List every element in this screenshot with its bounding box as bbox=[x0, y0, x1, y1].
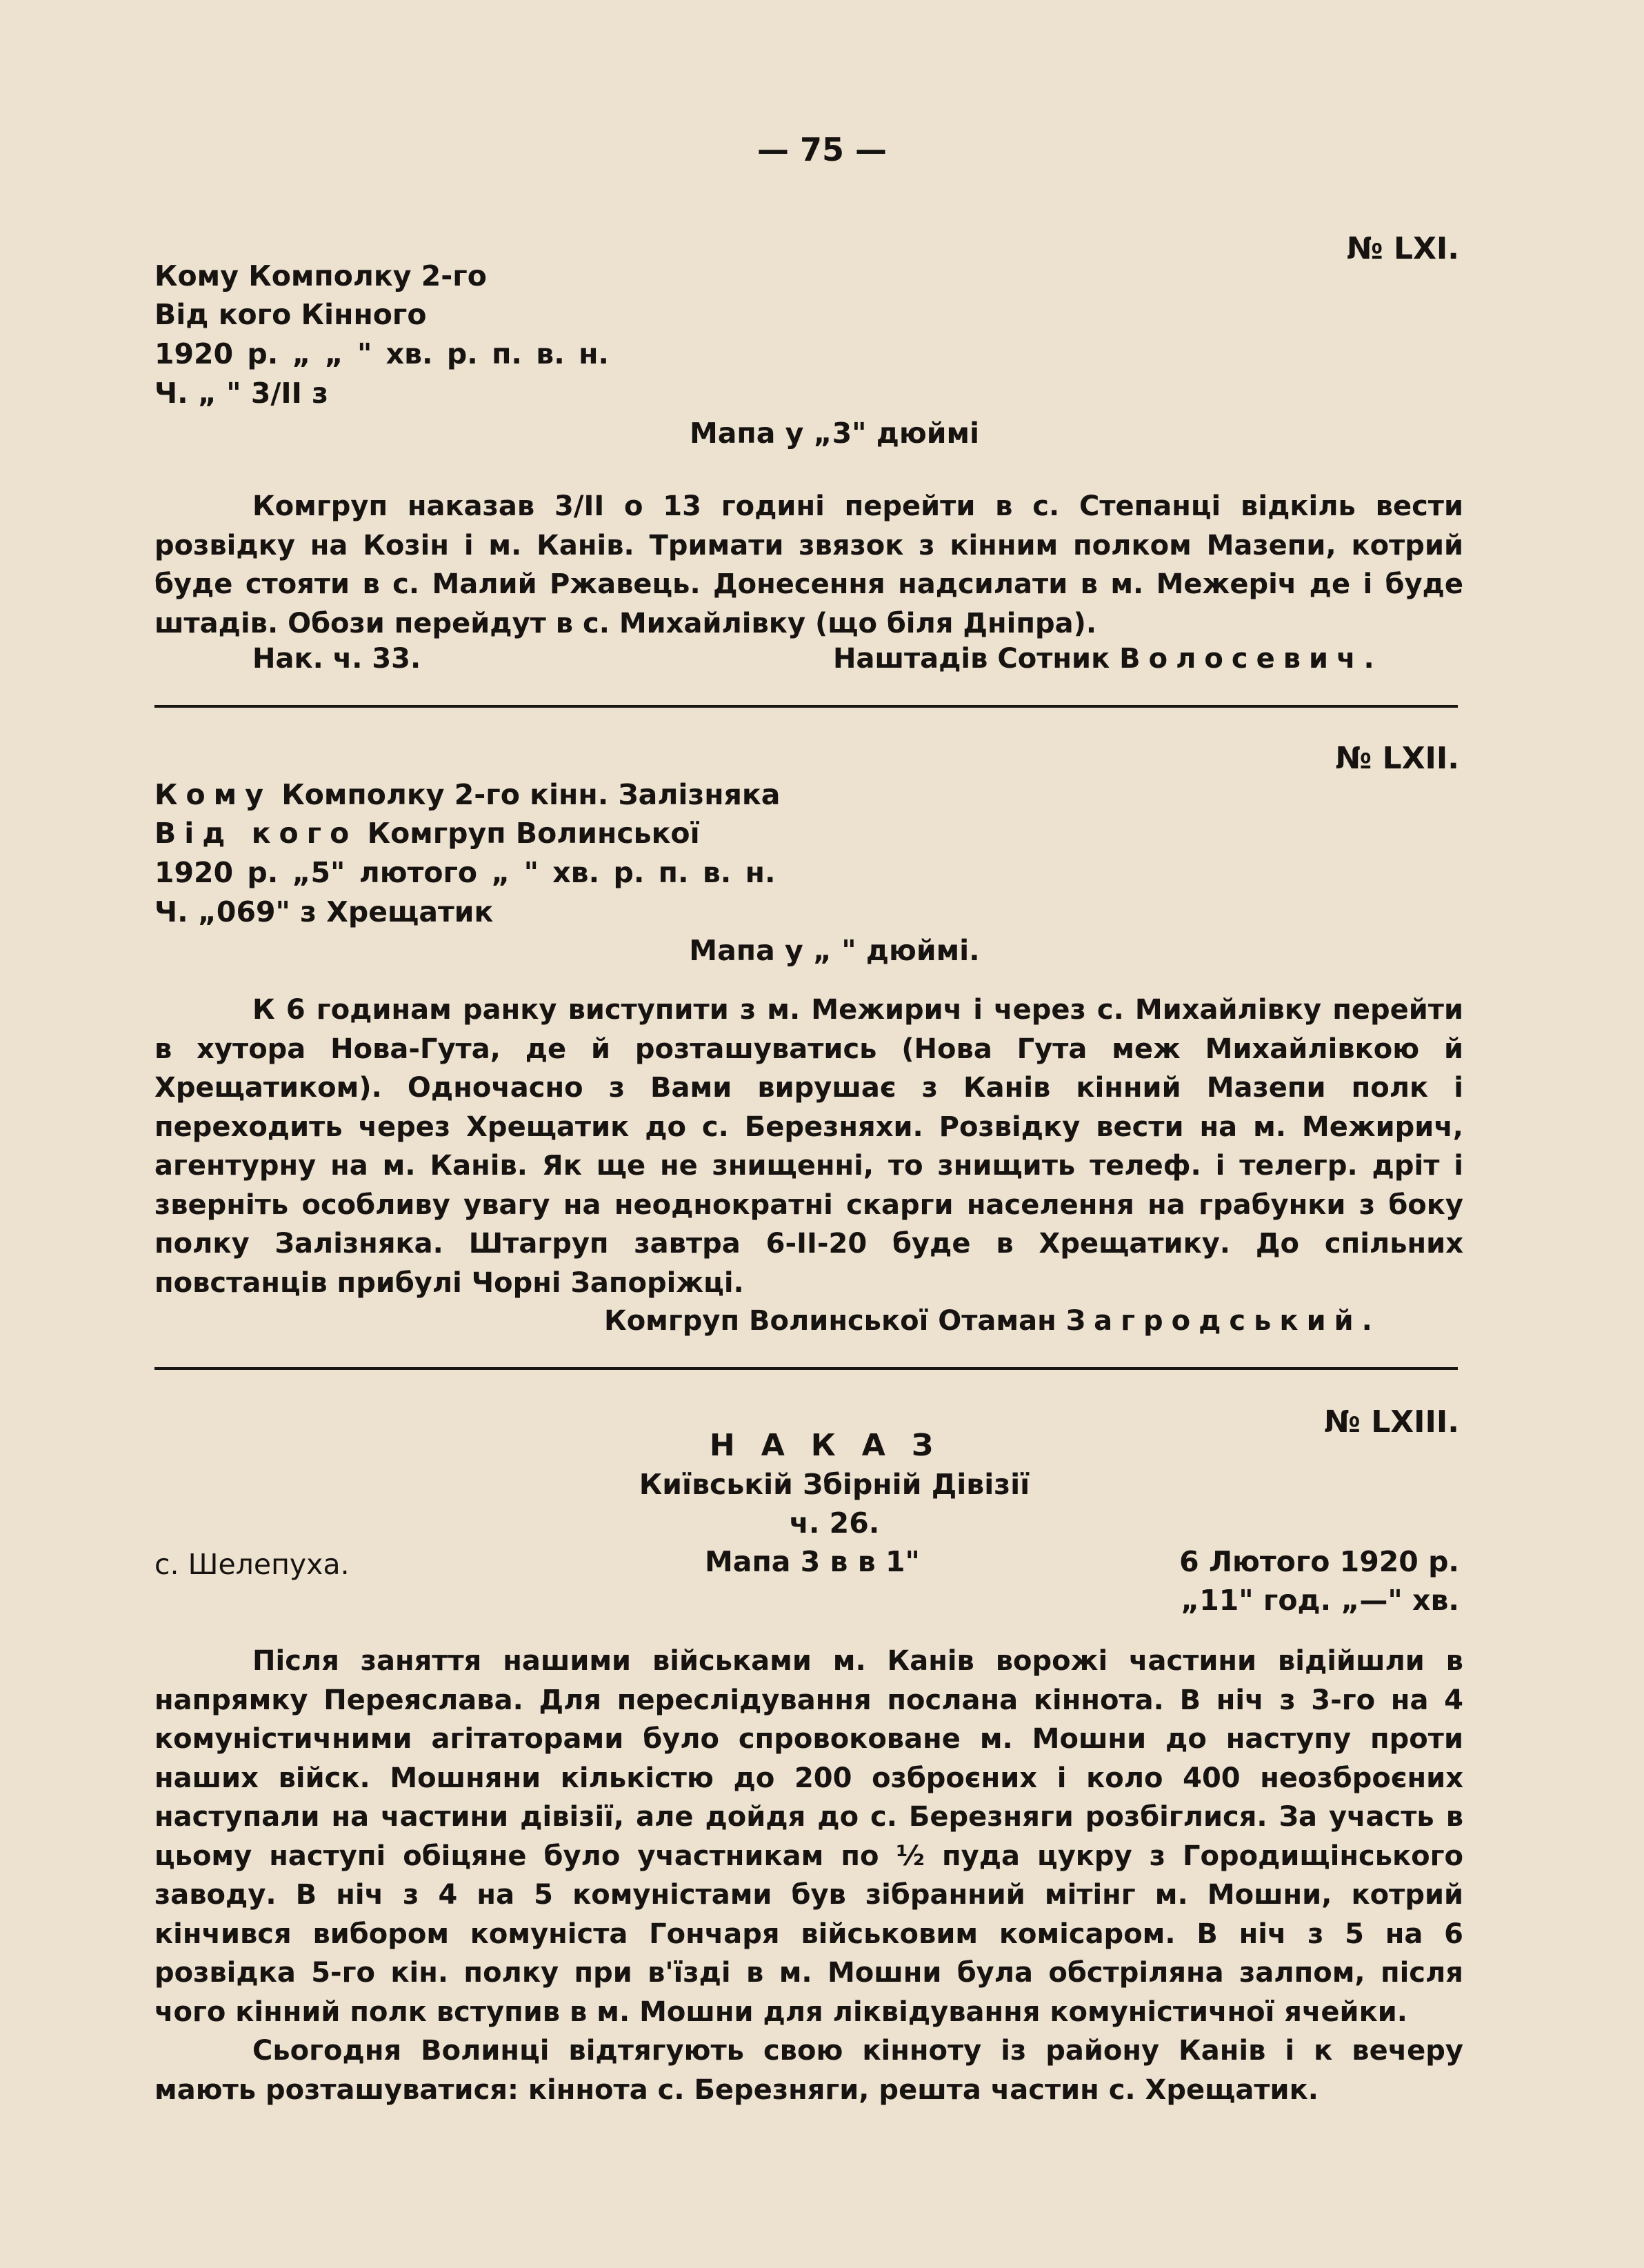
doc-61-body-text: Комгруп наказав 3/ІІ о 13 годині перейти в с. Степанці відкіль вести розвідку на Козін і м. Канів. Тримати звязок з кінним полком Мазепи, котрий буде стояти в с. Малий Ржавець. Донесення надсилати в м. Межеріч де і буде штадів. Обози перейдут в с. Михайлівку (що біля Дніпра). bbox=[154, 490, 1463, 639]
doc-61-signature bbox=[833, 643, 1383, 675]
doc-63-order-number: ч. 26. bbox=[789, 1506, 880, 1540]
doc-63-place: с. Шелепуха. bbox=[154, 1548, 350, 1581]
doc-61-to: Кому Комполку 2-го bbox=[154, 259, 487, 292]
doc-62-body bbox=[154, 991, 1463, 1302]
doc-62-from-label: Від кого bbox=[154, 817, 358, 850]
doc-62-date-line: 1920 р. „5" лютого „ " хв. р. п. в. н. bbox=[154, 856, 776, 889]
doc-63-time: „11" год. „—" хв. bbox=[1181, 1584, 1459, 1617]
doc-61-date-line: 1920 р. „ „ " хв. р. п. в. н. bbox=[154, 337, 609, 370]
doc-62-signature-label: Комгруп Волинської Отаман bbox=[604, 1305, 1056, 1337]
doc-62-map: Мапа у „ " дюймі. bbox=[689, 934, 980, 967]
doc-62-signature bbox=[604, 1305, 1381, 1337]
doc-62-signature-name: Загродський. bbox=[1065, 1305, 1381, 1337]
doc-62-to bbox=[154, 775, 780, 814]
doc-63-body-paragraph-2: Сьогодня Волинці відтягують свою кінноту із району Канів і к вечеру мають розташуватися: кіннота с. Березняги, решта частин с. Хрещатик. bbox=[154, 2035, 1463, 2106]
doc-63-number: № LXIII. bbox=[1323, 1404, 1459, 1440]
doc-61-number: № LXI. bbox=[1346, 231, 1459, 266]
doc-62-from bbox=[154, 814, 700, 853]
doc-62-number: № LXII. bbox=[1335, 741, 1459, 776]
divider-2 bbox=[154, 1367, 1458, 1370]
doc-61-from: Від кого Кінного bbox=[154, 298, 427, 331]
doc-63-date: 6 Лютого 1920 р. bbox=[1179, 1545, 1459, 1578]
doc-61-map: Мапа у „3" дюймі bbox=[689, 417, 980, 450]
divider-1 bbox=[154, 705, 1458, 708]
doc-62-to-value: Комполку 2-го кінн. Залізняка bbox=[281, 778, 781, 811]
doc-63-map: Мапа 3 в в 1" bbox=[705, 1545, 920, 1578]
doc-61-order-ref: Нак. ч. 33. bbox=[252, 643, 421, 675]
doc-61-body bbox=[154, 487, 1463, 643]
doc-62-hour-line: Ч. „069" з Хрещатик bbox=[154, 895, 494, 928]
doc-63-subtitle: Київській Збірній Дівізії bbox=[639, 1468, 1030, 1501]
doc-63-body-paragraph-1: Після заняття нашими військами м. Канів ворожі частини відійшли в напрямку Переяслава. Для переслідування послана кіннота. В ніч з 3-го на 4 комуністичними агітаторами було спровоковане м. Мошни до наступу проти наших війск. Мошняни кількістю до 200 озброєних і коло 400 неозброєних наступали на частини дівізії, але дойдя до с. Березняги розбіглися. За участь в цьому наступі обіцяне було участникам по ½ пуда цукру з Городищінського заводу. В ніч з 4 на 5 комуністами був зібранний мітінг м. Мошни, котрий кінчився вибором комуніста Гончаря військовим комісаром. В ніч з 5 на 6 розвідка 5-го кін. полку при в'їзді в м. Мошни була обстріляна залпом, після чого кінний полк вступив в м. Мошни для ліквідування комуністичної ячейки. bbox=[154, 1645, 1463, 2028]
doc-62-to-label: Кому bbox=[154, 778, 272, 811]
doc-63-body bbox=[154, 1642, 1463, 2109]
doc-62-body-text: К 6 годинам ранку виступити з м. Межирич і через с. Михайлівку перейти в хутора Нова-Гута, де й розташуватись (Нова Гута меж Михайлівкою й Хрещатиком). Одночасно з Вами вирушає з Канів кінний Мазепи полк і переходить через Хрещатик до с. Березняхи. Розвідку вести на м. Межирич, агентурну на м. Канів. Як ще не знищенні, то знищить телеф. і телегр. дріт і зверніть особливу увагу на неоднократні скарги населення на грабунки з боку полку Залізняка. Штагруп завтра 6-ІІ-20 буде в Хрещатику. До спільних повстанців прибулі Чорні Запоріжці. bbox=[154, 994, 1463, 1299]
doc-61-signature-name: Волосевич. bbox=[1119, 643, 1383, 675]
doc-61-signature-label: Наштадів Сотник bbox=[833, 643, 1110, 675]
doc-62-from-value: Комгруп Волинської bbox=[367, 817, 700, 850]
page-number: — 75 — bbox=[756, 131, 888, 168]
doc-61-hour-line: Ч. „ " 3/ІІ з bbox=[154, 377, 328, 410]
doc-63-title: НАКАЗ bbox=[709, 1428, 960, 1463]
